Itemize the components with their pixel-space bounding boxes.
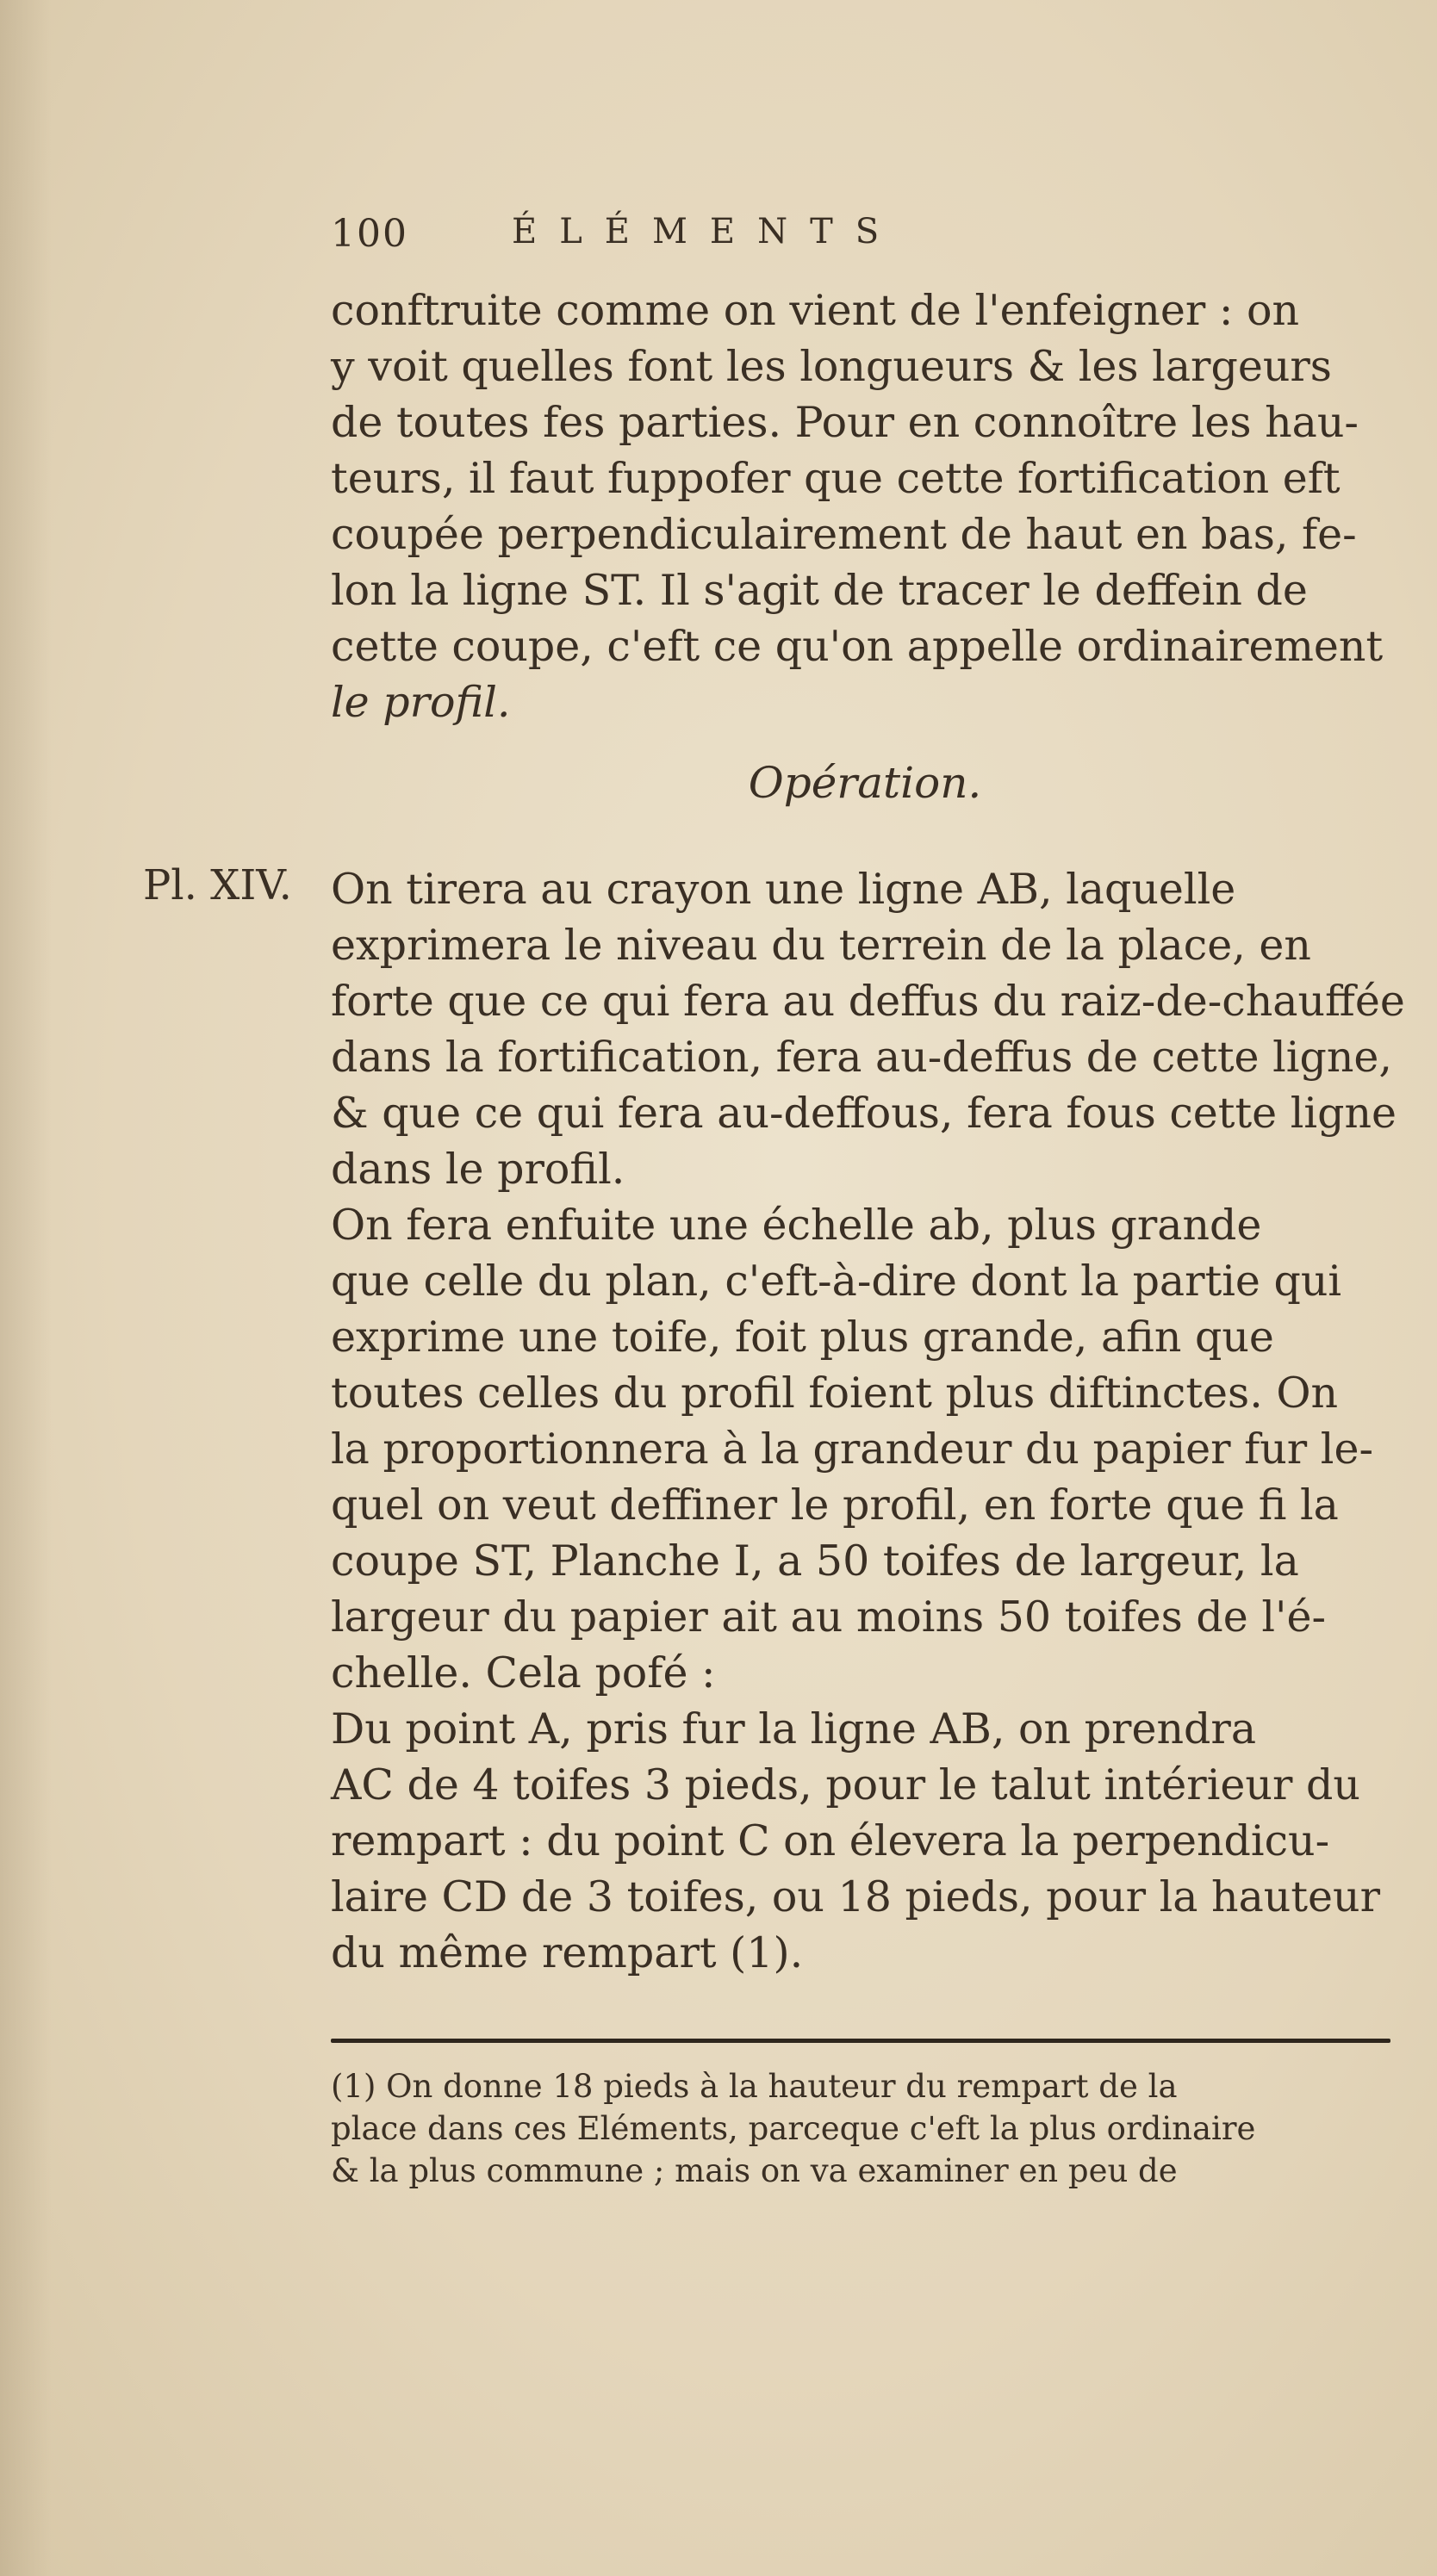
text-line: lon la ligne ST. Il s'agit de tracer le deffein de (331, 566, 1308, 615)
text-line: du même rempart (1). (331, 1928, 804, 1977)
text-line: & que ce qui fera au-deffous, fera fous cette ligne (331, 1089, 1397, 1138)
text-line: exprimera le niveau du terrein de la place, en (331, 921, 1311, 970)
text-line: coupée perpendiculairement de haut en bas, fe- (331, 510, 1357, 559)
page-number: 100 (331, 212, 408, 256)
footnote (331, 2065, 1390, 2192)
footnote-line: & la plus commune ; mais on va examiner en peu de (331, 2152, 1178, 2189)
text-line: rempart : du point C on élevera la perpendicu- (331, 1816, 1330, 1865)
text-line: exprime une toife, foit plus grande, afin que (331, 1313, 1274, 1362)
text-line: Du point A, pris fur la ligne AB, on prendra (331, 1704, 1257, 1754)
footnote-line: place dans ces Eléments, parceque c'eft la plus ordinaire (331, 2110, 1256, 2147)
text-line: coupe ST, Planche I, a 50 toifes de largeur, la (331, 1536, 1299, 1586)
intro-paragraph (331, 282, 1399, 730)
text-line: que celle du plan, c'eft-à-dire dont la partie qui (331, 1257, 1342, 1306)
text-line: le profil. (331, 678, 511, 727)
text-line: la proportionnera à la grandeur du papier fur le- (331, 1425, 1373, 1474)
text-line: On tirera au crayon une ligne AB, laquelle (331, 865, 1236, 914)
body-text (331, 861, 1405, 1981)
text-line: laire CD de 3 toifes, ou 18 pieds, pour la hauteur (331, 1872, 1381, 1921)
text-line: conftruite comme on vient de l'enfeigner : on (331, 286, 1300, 335)
text-line: y voit quelles font les longueurs & les largeurs (331, 342, 1332, 391)
footnote-line: (1) On donne 18 pieds à la hauteur du rempart de la (331, 2068, 1178, 2105)
text-line: teurs, il faut fuppofer que cette fortification eft (331, 454, 1341, 503)
text-line: chelle. Cela pofé : (331, 1648, 716, 1698)
text-line: forte que ce qui fera au deffus du raiz-de-chauffée (331, 977, 1405, 1026)
text-line: largeur du papier ait au moins 50 toifes de l'é- (331, 1592, 1327, 1642)
text-line: de toutes fes parties. Pour en connoître les hau- (331, 398, 1359, 447)
section-heading: Opération. (748, 758, 982, 808)
text-line: dans la fortification, fera au-deffus de cette ligne, (331, 1033, 1392, 1082)
running-title: ÉLÉMENTS (512, 212, 902, 251)
text-line: quel on veut deffiner le profil, en forte que fi la (331, 1480, 1339, 1530)
page-header (331, 212, 1106, 272)
margin-note-plate: Pl. XIV. (143, 861, 292, 909)
text-line: AC de 4 toifes 3 pieds, pour le talut intérieur du (331, 1760, 1360, 1809)
footnote-rule (331, 2039, 1390, 2043)
text-line: On fera enfuite une échelle ab, plus grande (331, 1201, 1262, 1250)
text-line: cette coupe, c'eft ce qu'on appelle ordinairement (331, 622, 1384, 671)
text-line: dans le profil. (331, 1145, 625, 1194)
text-line: toutes celles du profil foient plus diftinctes. On (331, 1369, 1339, 1418)
